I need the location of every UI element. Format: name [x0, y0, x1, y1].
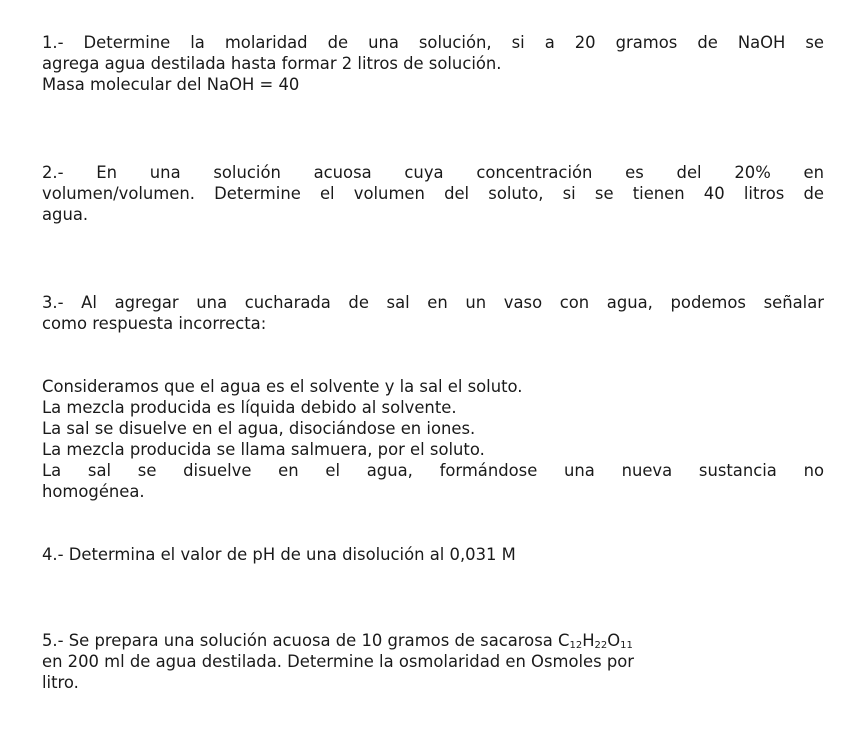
question-5-line-1	[42, 630, 824, 651]
option-4: La mezcla producida se llama salmuera, por el soluto.	[42, 440, 485, 459]
option-2: La mezcla producida es líquida debido al solvente.	[42, 398, 457, 417]
question-4	[42, 544, 824, 565]
question-3-options	[42, 376, 824, 502]
formula-sub-12: 12	[569, 640, 583, 651]
question-5-line-2: en 200 ml de agua destilada. Determine la osmolaridad en Osmoles por	[42, 652, 635, 671]
formula-sub-22: 22	[594, 640, 608, 651]
option-3: La sal se disuelve en el agua, disociándose en iones.	[42, 419, 476, 438]
question-2-line-1: 2.- En una solución acuosa cuya concentración es del 20% en	[42, 163, 824, 182]
question-1-line-1: 1.- Determine la molaridad de una solución, si a 20 gramos de NaOH se	[42, 33, 824, 52]
question-1-line-3: Masa molecular del NaOH = 40	[42, 75, 300, 94]
question-1	[42, 32, 824, 95]
question-5	[42, 630, 824, 693]
question-2-line-3: agua.	[42, 205, 89, 224]
formula-o: O	[607, 631, 621, 650]
option-1: Consideramos que el agua es el solvente y la sal el soluto.	[42, 377, 523, 396]
question-2	[42, 162, 824, 225]
formula-sub-11: 11	[620, 640, 633, 651]
option-5-line-1: La sal se disuelve en el agua, formándose una nueva sustancia no	[42, 461, 824, 480]
question-4-line-1: 4.- Determina el valor de pH de una disolución al 0,031 M	[42, 545, 516, 564]
question-3-line-2: como respuesta incorrecta:	[42, 314, 267, 333]
question-1-line-2: agrega agua destilada hasta formar 2 litros de solución.	[42, 54, 502, 73]
option-5-line-2: homogénea.	[42, 482, 145, 501]
question-5-line-1-text: 5.- Se prepara una solución acuosa de 10 gramos de sacarosa C	[42, 631, 570, 650]
formula-h: H	[582, 631, 595, 650]
question-3-line-1: 3.- Al agregar una cucharada de sal en un vaso con agua, podemos señalar	[42, 293, 824, 312]
question-5-line-3: litro.	[42, 673, 79, 692]
question-3	[42, 292, 824, 334]
question-2-line-2: volumen/volumen. Determine el volumen del soluto, si se tienen 40 litros de	[42, 184, 824, 203]
